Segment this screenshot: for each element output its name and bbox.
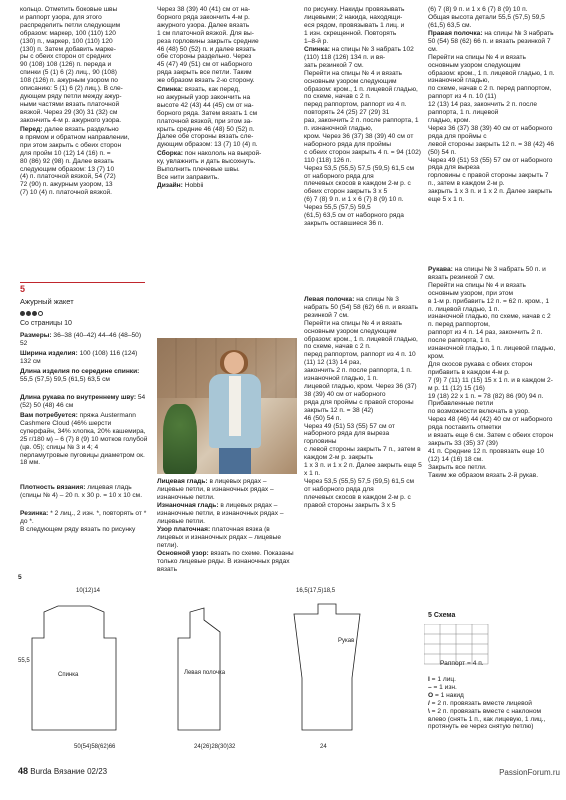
col2-top: Через 38 (39) 40 (41) см от на- борного ряда закончить 4-м р. ажурного узора. Далее вязать 1 см платочной вязкой. Для вы- реза горловины закрыть средние 46 (48) 50 (52) п. и далее вязать обе стороны раздельно. Через 45 (47) 49 (51) см от наборного ряда закрыть все петли. Таким же образом вязать 2-ю сторону. bbox=[157, 6, 259, 85]
garter-value: платочная вязка (в лицевых и изнаночных рядах – лицевые петли). bbox=[157, 526, 282, 549]
sleeve-outline bbox=[294, 604, 360, 730]
legend-symbol: O bbox=[428, 691, 435, 699]
need-label: Вам потребуется: bbox=[20, 412, 78, 419]
col4-right bbox=[428, 30, 556, 204]
col2-design bbox=[157, 182, 295, 190]
legend-item bbox=[428, 692, 556, 700]
col3-left bbox=[304, 296, 422, 509]
legend-item bbox=[428, 684, 556, 692]
col3-spinka-text: на спицы № 3 набрать 102 (110) 118 (126) 134 п. и вя- зать резинкой 7 см. Перейти на спицы № 4 и вязать основным узором следующим образом: кром., 1 п. лицевой гладью, по схеме, начав с 2 п. перед раппортом, раппорт из 4 п. повторять 24 (25) 27 (29) 31 раз, закончить 2 п. после раппорта, 1 п. изнаночной гладью, кром. Через 36 (37) 38 (39) 40 см от наборного ряда для проймы с обеих сторон закрыть 4 п. = 94 (102) 110 (118) 126 п. Через 53,5 (55,5) 57,5 (59,5) 61,5 см от наборного ряда для плечевых скосов в каждом 2-м р. с обеих сторон закрыть 3 х 5 (6) 7 (8) 9 п. и 1 х 6 (7) 8 (9) 10 п. Через 55,5 (57,5) 59,5 (61,5) 63,5 см от наборного ряда закрыть оставшиеся 36 п. bbox=[304, 46, 421, 227]
issue: 02/23 bbox=[87, 767, 108, 776]
dim-sleeve-width: 24 bbox=[320, 744, 327, 750]
section-number: 5 bbox=[20, 284, 26, 294]
difficulty-rating bbox=[20, 310, 44, 318]
legend-symbol: / bbox=[428, 699, 432, 707]
legend-item bbox=[428, 676, 556, 684]
stitch-chart bbox=[424, 624, 504, 677]
col4-sleeve bbox=[428, 266, 556, 479]
spinka-text: вязать, как перед, но ажурный узор закончить на высоте 42 (43) 44 (45) см от на- борного ряда. Затем вязать 1 см платочной вязкой, при этом за- крыть средние 46 (48) 50 (52) п. Далее обе стороны вязать сле- дующим образом: 13 (7) 10 (4) п. bbox=[157, 86, 258, 149]
spec-density bbox=[20, 484, 148, 500]
sleeve-text: на спицы № 3 набрать 50 п. и вязать резинкой 7 см. Перейти на спицы № 4 и вязать основным узором, при этом в 1-м р. прибавить 12 п. = 62 п. кром., 1 п. лицевой гладью, 1 п. изнаночной гладью, по схеме, начав с 2 п. перед раппортом, раппорт из 4 п. 14 раз, закончить 2 п. после раппорта, 1 п. изнаночной гладью, 1 п. лицевой гладью, кром. Для скосов рукава с обеих сторон прибавить в каждом 4-м р. 7 (9) 7 (11) 11 (15) 15 х 1 п. и в каждом 2-м р. 11 (12) 15 (16) 19 (18) 22 х 1 п. = 78 (82) 86 (90) 94 п. Прибавленные петли по возможности включать в узор. Через 48 (46) 44 (42) 40 см от наборного ряда поставить отметки и вязать еще 6 см. Затем с обеих сторон закрыть 33 (35) 37 (39) 41 п. Средние 12 п. провязать еще 10 (12) 14 (16) 18 см. Закрыть все петли. Таким же образом вязать 2-й рукав. bbox=[428, 266, 556, 479]
page-number: 48 bbox=[18, 766, 29, 776]
face-value: в лицевых рядах – лицевые петли, в изнаночных рядах – изнаночные петли. bbox=[157, 478, 274, 501]
col3-spinka-title: Спинка: bbox=[304, 46, 330, 53]
back-label: Спинка bbox=[58, 672, 79, 678]
legend-text: = 2 п. провязать вместе с наклоном влево (снять 1 п., как лицевую, 1 лиц., протянуть ее через снятую петлю) bbox=[428, 707, 546, 731]
garment-schematics bbox=[18, 580, 410, 760]
spec-rib bbox=[20, 510, 148, 534]
need-value: пряжа Austermann Cashmere Cloud (46% шерсти суперфайн, 34% хлопка, 20% кашемира, 25 г/180 м) – 6 (7) 8 (9) 10 мотков голубой (цв. 05); спицы № 3 и 4; 4 перламутровые пуговицы диаметром ок. 18 мм. bbox=[20, 412, 148, 467]
page-footer bbox=[18, 766, 107, 776]
legend-symbol: \ bbox=[428, 707, 432, 715]
spec-sizes bbox=[20, 332, 148, 348]
main-value: вязать по схеме. Показаны только лицевые ряды. В изнаночных рядах вязать bbox=[157, 550, 294, 573]
photo-model bbox=[209, 352, 261, 474]
sleeve-value: 54 (52) 50 (48) 46 см bbox=[20, 394, 146, 409]
magazine-name: Burda Вязание bbox=[30, 767, 85, 776]
col3-spinka bbox=[304, 46, 422, 228]
spec-need bbox=[20, 412, 148, 467]
garter-label: Узор платочная: bbox=[157, 526, 211, 533]
section-ref: Со страницы 10 bbox=[20, 320, 72, 327]
length-value: 55,5 (57,5) 59,5 (61,5) 63,5 см bbox=[20, 375, 110, 383]
schemes-number: 5 bbox=[18, 574, 22, 581]
back-outline bbox=[32, 606, 116, 730]
rib-label: Резинка: bbox=[20, 510, 49, 517]
pered-text: далее вязать раздельно в прямом и обратном направлении, при этом закрыть с обеих сторон для пройм 10 (12) 14 (16) п. = 80 (86) 92 (98) п. Далее вязать следующим образом: 13 (7) 10 (4) п. платочной вязкой, 54 (72) 72 (90) п. ажурным узором, 13 (7) 10 (4) п. платочной вязкой. bbox=[20, 126, 130, 197]
right-front-text: на спицы № 3 набрать 50 (54) 58 (62) 66 п. и вязать резинкой 7 см. Перейти на спицы № 4 и вязать основным узором следующим образом: кром., 1 п. лицевой гладью, 1 п. изнаночной гладью, по схеме, начав с 2 п. перед раппортом, раппорт из 4 п. 10 (11) 12 (13) 14 раз, закончить 2 п. после раппорта, 1 п. лицевой гладью, кром. Через 36 (37) 38 (39) 40 см от наборного ряда для проймы с левой стороны закрыть 12 п. = 38 (42) 46 (50) 54 п. Через 49 (51) 53 (55) 57 см от наборного ряда для выреза горловины с правой стороны закрыть 7 п., затем в каждом 2-м р. закрыть 1 х 3 п. и 1 х 2 п. Далее закрыть еще 5 х 1 п. bbox=[428, 30, 555, 204]
model-photo bbox=[157, 338, 297, 474]
sleeve-title: Рукава: bbox=[428, 266, 453, 273]
rib-value: * 2 лиц., 2 изн. *, повторять от * до *. В следующем ряду вязать по рисунку bbox=[20, 510, 147, 533]
col1-top: кольцо. Отметить боковые швы и раппорт узора, для этого распределить петли следующим образом: маркер, 100 (110) 120 (130) п., маркер, 100 (110) 120 (130) п. Затем добавить марке- ры с обеих сторон от средних 90 (108) 108 (126) п. переда и спинки (5 (1) 6 (2) лиц., 90 (108) 108 (126) п. ажурным узором по описанию: 5 (1) 6 (2) лиц.). В сле- дующем ряду петли между ажур- ными частями вязать платочной вязкой. Через 29 (30) 31 (32) см закончить 4-м р. ажурного узора. bbox=[20, 6, 123, 124]
col1-pered bbox=[20, 126, 148, 197]
def-garter bbox=[157, 526, 295, 550]
sborka-title: Сборка: bbox=[157, 150, 183, 157]
legend-symbol: – bbox=[428, 683, 434, 691]
def-face bbox=[157, 478, 295, 502]
spinka-title: Спинка: bbox=[157, 86, 183, 93]
density-value: лицевая гладь (спицы № 4) – 20 п. х 30 р. = 10 х 10 см. bbox=[20, 484, 143, 499]
right-front-title: Правая полочка: bbox=[428, 30, 483, 37]
spec-sleeve bbox=[20, 394, 148, 410]
section-divider bbox=[20, 282, 145, 283]
dim-back-top: 10(12)14 bbox=[76, 588, 101, 594]
sizes-label: Размеры: bbox=[20, 332, 52, 339]
width-label: Ширина изделия: bbox=[20, 350, 78, 357]
watermark: PassionForum.ru bbox=[499, 768, 560, 777]
main-label: Основной узор: bbox=[157, 550, 209, 557]
spec-length bbox=[20, 368, 148, 384]
chart-rapport: Раппорт = 4 п. bbox=[440, 660, 484, 667]
width-value: 100 (108) 116 (124) 132 см bbox=[20, 350, 138, 365]
chart-legend bbox=[428, 676, 556, 731]
chart-title: 5 Схема bbox=[428, 612, 456, 619]
left-front-title: Левая полочка: bbox=[304, 296, 355, 303]
front-label: Левая полочка bbox=[184, 670, 226, 676]
schematic-svg bbox=[18, 580, 410, 760]
legend-text: = 1 изн. bbox=[433, 683, 457, 691]
spec-width bbox=[20, 350, 148, 366]
sleeve-label: Длина рукава по внутреннему шву: bbox=[20, 394, 137, 401]
def-main bbox=[157, 550, 295, 574]
photo-plant bbox=[163, 404, 197, 474]
sizes-value: 36–38 (40–42) 44–46 (48–50) 52 bbox=[20, 332, 142, 347]
legend-text: = 2 п. провязать вместе лицевой bbox=[431, 699, 532, 707]
def-purl bbox=[157, 502, 295, 526]
dim-front-width: 24(26)28(30)32 bbox=[194, 744, 236, 750]
col4-top: (6) 7 (8) 9 п. и 1 х 6 (7) 8 (9) 10 п. Общая высота детали 55,5 (57,5) 59,5 (61,5) 63,5 см. bbox=[428, 6, 545, 29]
dim-back-width: 50(54)58(62)66 bbox=[74, 744, 116, 750]
density-label: Плотность вязания: bbox=[20, 484, 86, 491]
col3-top: по рисунку. Накиды провязывать лицевыми; 2 накида, находящи- еся рядом, провязывать 1 лиц. и 1 изн. скрещенной. Повторять 1–8-й р. bbox=[304, 6, 405, 45]
sborka-text: пон накололь на выкрой- ку, увлажнить и дать высохнуть. Выполнить плечевые швы. Все нити заправить. bbox=[157, 150, 262, 181]
dim-sleeve-top: 16,5(17,5)18,5 bbox=[296, 588, 336, 594]
legend-text: = 1 накид bbox=[434, 691, 464, 699]
col2-sborka bbox=[157, 150, 295, 182]
dim-back-height: 55,5 bbox=[18, 658, 30, 664]
purl-value: в лицевых рядах – изнаночные петли, в изнаночных рядах – лицевые петли. bbox=[157, 502, 284, 525]
section-title: Ажурный жакет bbox=[20, 297, 74, 306]
length-label: Длина изделия по середине спинки: bbox=[20, 368, 140, 375]
col2-spinka bbox=[157, 86, 295, 149]
legend-symbol: I bbox=[428, 676, 432, 683]
legend-item bbox=[428, 700, 556, 708]
design-value: Hobbii bbox=[184, 182, 204, 189]
left-front-text: на спицы № 3 набрать 50 (54) 58 (62) 66 п. и вязать резинкой 7 см. Перейти на спицы № 4 и вязать основным узором следующим образом: кром., 1 п. лицевой гладью, по схеме, начав с 2 п. перед раппортом, раппорт из 4 п. 10 (11) 12 (13) 14 раз, закончить 2 п. после раппорта, 1 п. изнаночной гладью, 1 п. лицевой гладью, кром. Через 36 (37) 38 (39) 40 см от наборного ряда для проймы с правой стороны закрыть 12 п. = 38 (42) 46 (50) 54 п. Через 49 (51) 53 (55) 57 см от наборного ряда для выреза горловины с левой стороны закрыть 7 п., затем в каждом 2-м р. закрыть 1 х 3 п. и 1 х 2 п. Далее закрыть еще 5 х 1 п. Через 53,5 (55,5) 57,5 (59,5) 61,5 см от наборного ряда для плечевых скосов в каждом 2-м р. с правой стороны закрыть 3 х 5 bbox=[304, 296, 422, 509]
legend-text: = 1 лиц. bbox=[431, 676, 456, 683]
legend-item bbox=[428, 708, 556, 732]
sleeve-label: Рукав bbox=[338, 638, 355, 644]
face-label: Лицевая гладь: bbox=[157, 478, 208, 485]
front-outline bbox=[178, 608, 220, 730]
pered-title: Перед: bbox=[20, 126, 43, 133]
purl-label: Изнаночная гладь: bbox=[157, 502, 219, 509]
design-label: Дизайн: bbox=[157, 182, 183, 189]
